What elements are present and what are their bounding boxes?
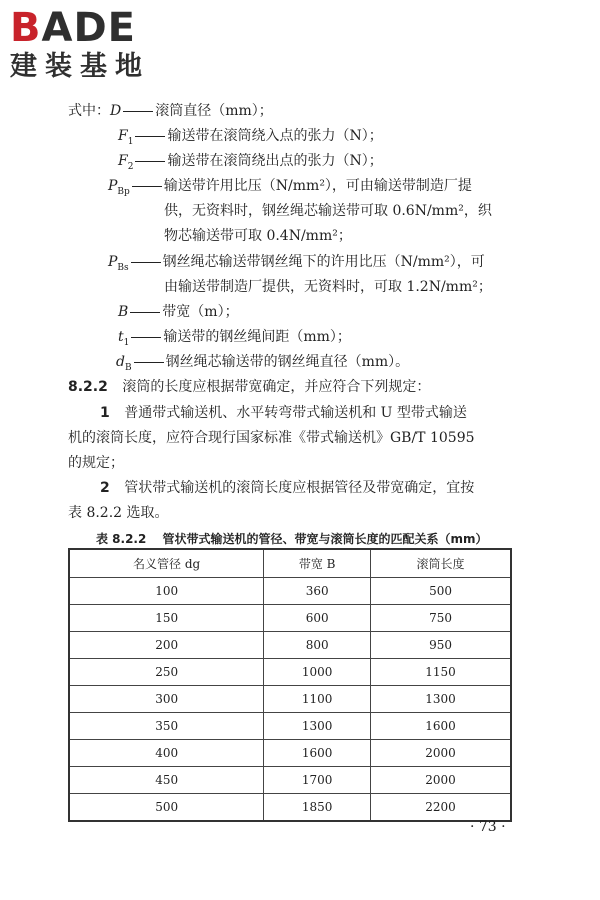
cell-length: 1150 [371, 659, 511, 686]
def-row-pbp-cont2: 物芯输送带可取 0.4N/mm²； [164, 228, 352, 244]
cell-length: 500 [371, 578, 511, 605]
cell-diameter: 100 [69, 578, 264, 605]
def-row-pbp [108, 176, 472, 202]
def-subscript: 1 [123, 337, 130, 348]
pipe-belt-drum-table [68, 548, 512, 822]
def-symbol: P [108, 178, 118, 194]
cell-width: 800 [264, 632, 371, 659]
cell-length: 2000 [371, 767, 511, 794]
header-nominal-diameter: 名义管径 dg [69, 549, 264, 578]
def-subscript: Bs [117, 262, 129, 273]
def-text: 滚筒直径（mm）； [155, 103, 273, 119]
def-text: 输送带许用比压（N/mm²），可由输送带制造厂提 [163, 178, 472, 194]
cell-width: 1600 [264, 740, 371, 767]
header-belt-width: 带宽 B [264, 549, 371, 578]
def-subscript: B [124, 362, 132, 373]
def-row-f1 [118, 126, 383, 152]
def-row-pbp-cont1: 供，无资料时，钢丝绳芯输送带可取 0.6N/mm²，织 [164, 203, 492, 219]
def-symbol: D [110, 103, 122, 119]
def-symbol: P [108, 254, 118, 270]
item-1-text: 普通带式输送机、水平转弯带式输送机和 U 型带式输送 [124, 405, 467, 421]
logo-letter-a: A [41, 5, 74, 51]
item-2-text: 管状带式输送机的滚筒长度应根据管径及带宽确定，宜按 [124, 480, 475, 496]
logo-wordmark [10, 6, 180, 50]
cell-width: 600 [264, 605, 371, 632]
cell-length: 950 [371, 632, 511, 659]
page-number: · 73 · [470, 819, 506, 835]
cell-width: 1850 [264, 794, 371, 822]
section-title: 滚筒的长度应根据带宽确定，并应符合下列规定： [122, 379, 431, 395]
cell-diameter: 400 [69, 740, 264, 767]
cell-diameter: 300 [69, 686, 264, 713]
cell-length: 2200 [371, 794, 511, 822]
table-row [69, 632, 511, 659]
cell-diameter: 200 [69, 632, 264, 659]
cell-width: 360 [264, 578, 371, 605]
table-caption-text: 管状带式输送机的管径、带宽与滚筒长度的匹配关系（mm） [162, 532, 488, 546]
table-row [69, 578, 511, 605]
cell-length: 1600 [371, 713, 511, 740]
def-row-b [118, 302, 239, 322]
def-row-pbs [108, 252, 485, 278]
item-2-line-1 [100, 478, 474, 498]
table-row [69, 740, 511, 767]
cell-diameter: 500 [69, 794, 264, 822]
def-subscript: 1 [127, 136, 134, 147]
def-row-t1 [118, 327, 351, 353]
logo-subtitle: 建装基地 [10, 51, 150, 82]
cell-diameter: 250 [69, 659, 264, 686]
item-1-line-1 [100, 403, 467, 423]
item-1-line-2: 机的滚筒长度，应符合现行国家标准《带式输送机》GB/T 10595 [68, 430, 475, 446]
cell-diameter: 350 [69, 713, 264, 740]
def-row-pbs-cont1: 由输送带制造厂提供，无资料时，可取 1.2N/mm²； [164, 279, 492, 295]
cell-width: 1700 [264, 767, 371, 794]
def-subscript: Bp [117, 186, 130, 197]
def-row-d [110, 101, 273, 121]
section-number: 8.2.2 [68, 379, 108, 395]
cell-width: 1000 [264, 659, 371, 686]
item-1-line-3: 的规定； [68, 455, 124, 471]
cell-width: 1300 [264, 713, 371, 740]
logo-letters-de: DE [73, 5, 136, 51]
table-header-row [69, 549, 511, 578]
def-text: 带宽（m）； [162, 304, 239, 320]
def-text: 输送带在滚筒绕出点的张力（N）； [167, 153, 383, 169]
def-symbol: d [116, 354, 125, 370]
def-row-db [116, 352, 409, 378]
def-row-f2 [118, 151, 383, 177]
table-row [69, 605, 511, 632]
def-symbol: F [118, 128, 128, 144]
table-row [69, 659, 511, 686]
cell-length: 1300 [371, 686, 511, 713]
section-8-2-2-heading [68, 377, 430, 397]
table-caption-number: 表 8.2.2 [96, 532, 147, 546]
def-symbol: t [118, 329, 124, 345]
def-text: 输送带的钢丝绳间距（mm）； [163, 329, 351, 345]
table-row [69, 794, 511, 822]
cell-length: 750 [371, 605, 511, 632]
cell-diameter: 450 [69, 767, 264, 794]
item-2-line-2: 表 8.2.2 选取。 [68, 505, 169, 521]
bade-logo [10, 6, 180, 82]
logo-letter-b: B [10, 5, 42, 51]
def-subscript: 2 [127, 161, 134, 172]
item-1-number: 1 [100, 405, 110, 421]
def-text: 钢丝绳芯输送带钢丝绳下的许用比压（N/mm²），可 [162, 254, 485, 270]
cell-width: 1100 [264, 686, 371, 713]
table-row [69, 713, 511, 740]
defs-intro: 式中： [68, 103, 110, 119]
def-symbol: B [118, 304, 129, 320]
def-text: 输送带在滚筒绕入点的张力（N）； [167, 128, 383, 144]
table-caption [96, 530, 488, 547]
header-drum-length: 滚筒长度 [371, 549, 511, 578]
table-row [69, 767, 511, 794]
cell-diameter: 150 [69, 605, 264, 632]
def-text: 钢丝绳芯输送带的钢丝绳直径（mm）。 [165, 354, 410, 370]
item-2-number: 2 [100, 480, 110, 496]
def-symbol: F [118, 153, 128, 169]
table-row [69, 686, 511, 713]
cell-length: 2000 [371, 740, 511, 767]
